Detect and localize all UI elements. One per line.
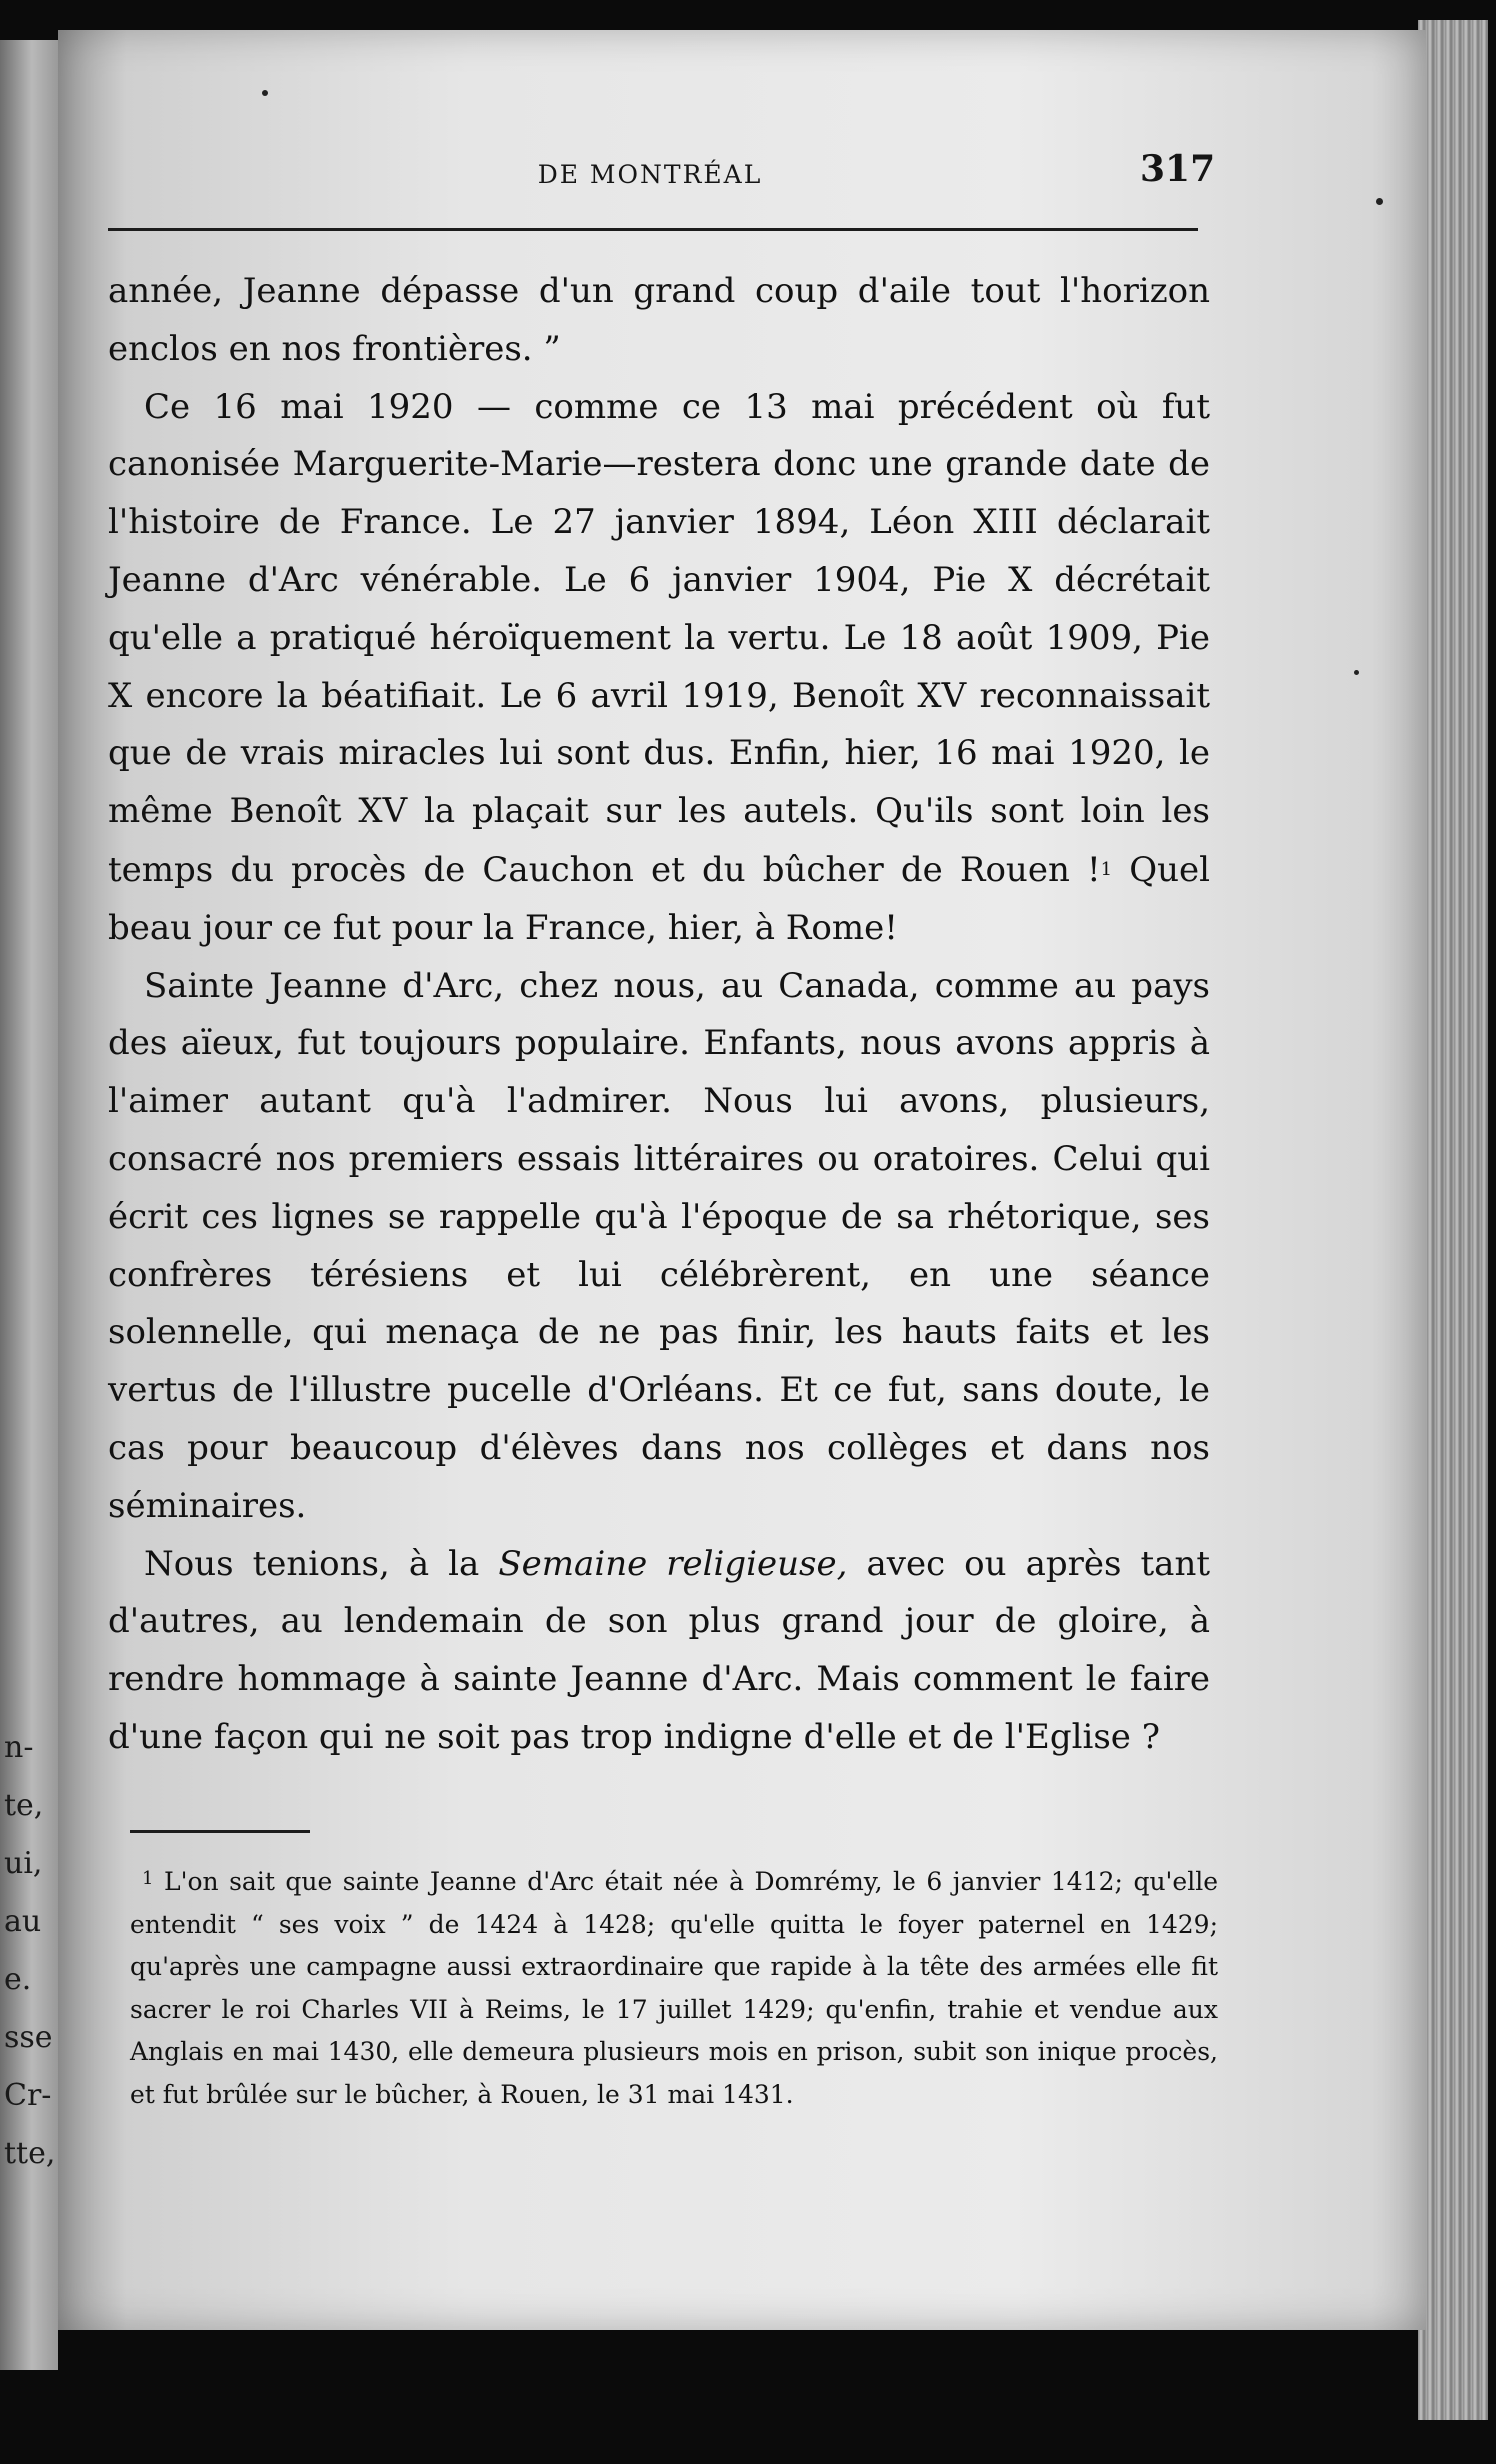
prev-page-fragment: Cr- — [4, 2078, 52, 2113]
running-title: DE MONTRÉAL — [537, 160, 763, 189]
paragraph-text: Quel beau jour ce fut pour la France, hier, à Rome! — [108, 849, 1211, 948]
paragraph — [108, 379, 1210, 958]
prev-page-fragment: sse — [4, 2020, 53, 2055]
italic-title: Semaine religieuse, — [498, 1543, 848, 1584]
footnote — [130, 1858, 1218, 2116]
paragraph — [108, 1536, 1210, 1767]
prev-page-fragment: e. — [4, 1962, 32, 1997]
prev-page-fragment: n- — [4, 1730, 34, 1765]
footnote-paragraph — [130, 1858, 1218, 2116]
previous-page-edge — [0, 40, 58, 2370]
paragraph-text: Nous tenions, à la — [144, 1543, 499, 1584]
dust-speck — [1354, 670, 1359, 675]
dust-speck — [1376, 198, 1383, 205]
prev-page-fragment: te, — [4, 1788, 44, 1823]
paragraph: année, Jeanne dépasse d'un grand coup d'aile tout l'horizon enclos en nos frontières. ” — [108, 271, 1210, 369]
header-rule — [108, 228, 1198, 231]
page-number: 317 — [1140, 148, 1216, 190]
footnote-text: L'on sait que sainte Jeanne d'Arc était née à Domrémy, le 6 janvier 1412; qu'elle entendit “ ses voix ” de 1424 à 1428; qu'elle quitta le foyer paternel en 1429; qu'après une campagne aussi extraordinaire que rapide à la tête des armées elle fit sacrer le roi Charles VII à Reims, le 17 juillet 1429; qu'enfin, trahie et vendue aux Anglais en mai 1430, elle demeura plusieurs mois en prison, subit son inique procès, et fut brûlée sur le bûcher, à Rouen, le 31 mai 1431. — [130, 1867, 1218, 2109]
paragraph-text: avec ou après tant d'autres, au lendemain de son plus grand jour de gloire, à rendre hommage à sainte Jeanne d'Arc. Mais comment le faire d'une façon qui ne soit pas trop indigne d'elle et de l'Eglise ? — [108, 1543, 1211, 1757]
footnote-reference: 1 — [1100, 858, 1113, 880]
dust-speck — [262, 90, 268, 96]
prev-page-fragment: ui, — [4, 1846, 43, 1881]
paragraph: Sainte Jeanne d'Arc, chez nous, au Canada, comme au pays des aïeux, fut toujours populaire. Enfants, nous avons appris à l'aimer autant qu'à l'admirer. Nous lui avons, plusieurs, consacré nos premiers essais littéraires ou oratoires. Celui qui écrit ces lignes se rappelle qu'à l'époque de sa rhétorique, ses confrères térésiens et lui célébrèrent, en une séance solennelle, qui menaça de ne pas finir, les hauts faits et les vertus de l'illustre pucelle d'Orléans. Et ce fut, sans doute, le cas pour beaucoup d'élèves dans nos collèges et dans nos séminaires. — [108, 965, 1210, 1526]
footnote-rule — [130, 1830, 310, 1833]
paragraph-text: Ce 16 mai 1920 — comme ce 13 mai précédent où fut canonisée Marguerite-Marie—restera donc une grande date de l'histoire de France. Le 27 janvier 1894, Léon XIII déclarait Jeanne d'Arc vénérable. Le 6 janvier 1904, Pie X décrétait qu'elle a pratiqué héroïquement la vertu. Le 18 août 1909, Pie X encore la béatifiait. Le 6 avril 1919, Benoît XV reconnaissait que de vrais miracles lui sont dus. Enfin, hier, 16 mai 1920, le même Benoît XV la plaçait sur les autels. Qu'ils sont loin les temps du procès de Cauchon et du bûcher de Rouen ! — [108, 386, 1210, 890]
page-stack-edge — [1418, 20, 1488, 2420]
footnote-mark: 1 — [142, 1868, 154, 1889]
prev-page-fragment: au — [4, 1904, 42, 1939]
prev-page-fragment: tte, — [4, 2136, 56, 2171]
body-text — [108, 263, 1210, 1767]
